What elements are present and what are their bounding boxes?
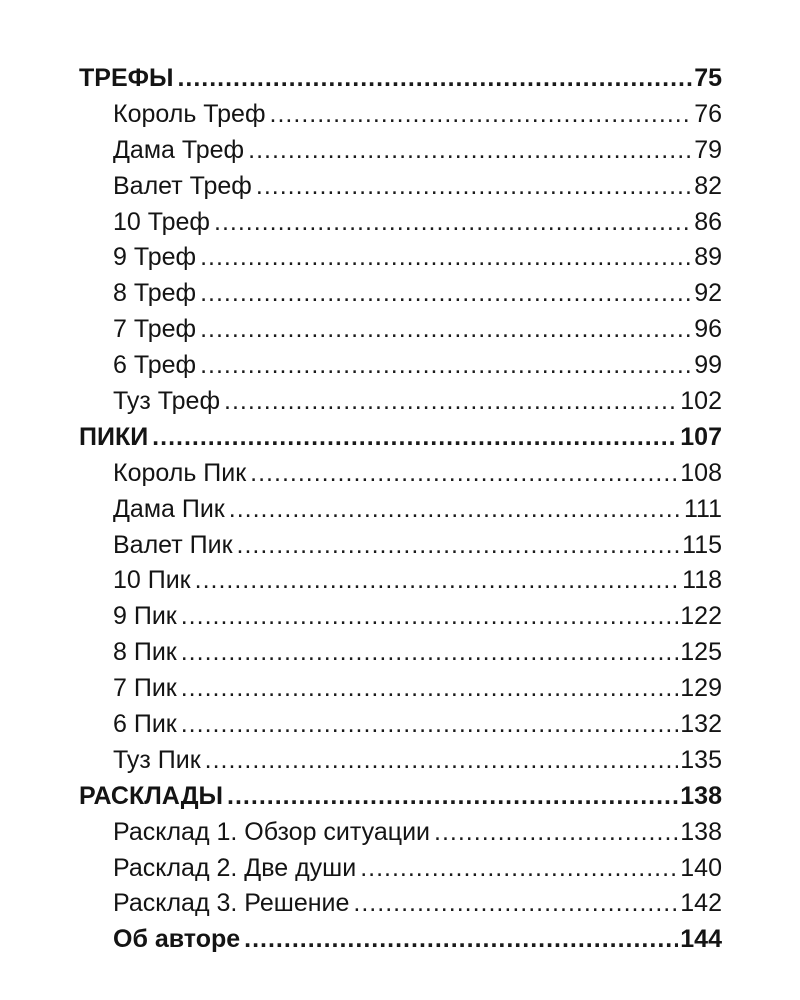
toc-dot-leader (434, 815, 678, 851)
toc-page-number: 132 (680, 710, 722, 739)
toc-dot-leader (181, 707, 679, 743)
toc-dot-leader (200, 348, 692, 384)
toc-subentry (79, 348, 722, 384)
toc-page-number: 96 (694, 315, 722, 344)
toc-page-number: 140 (680, 853, 722, 882)
toc-subentry (79, 528, 722, 564)
toc-subentry (79, 97, 722, 133)
toc-page-number: 89 (694, 243, 722, 272)
toc-entry-title: Расклад 2. Две души (113, 853, 357, 882)
toc-entry-title: 7 Треф (113, 315, 197, 344)
toc-dot-leader (200, 240, 692, 276)
toc-subentry (79, 384, 722, 420)
toc-page-number: 86 (694, 207, 722, 236)
toc-dot-leader (181, 671, 679, 707)
toc-section-entry (79, 420, 722, 456)
toc-subentry (79, 563, 722, 599)
toc-subentry (79, 851, 722, 887)
toc-page-number: 76 (694, 99, 722, 128)
toc-entry-title: Туз Пик (113, 745, 201, 774)
toc-entry-title: РАСКЛАДЫ (79, 781, 224, 810)
toc-entry-title: Туз Треф (113, 387, 221, 416)
toc-page-number: 92 (694, 279, 722, 308)
toc-dot-leader (248, 133, 692, 169)
toc-dot-leader (200, 276, 692, 312)
toc-page-number: 129 (680, 674, 722, 703)
toc-subentry (79, 133, 722, 169)
toc-subentry (79, 635, 722, 671)
toc-page-number: 111 (683, 494, 722, 523)
toc-entry-title: ПИКИ (79, 422, 149, 451)
toc-dot-leader (360, 851, 678, 887)
toc-entry-title: 8 Пик (113, 638, 177, 667)
toc-subentry (79, 922, 722, 958)
toc-dot-leader (214, 205, 692, 241)
toc-dot-leader (353, 886, 678, 922)
toc-subentry (79, 743, 722, 779)
toc-dot-leader (195, 563, 681, 599)
toc-page-number: 118 (682, 566, 722, 595)
toc-subentry (79, 205, 722, 241)
toc-entry-title: 10 Треф (113, 207, 210, 236)
toc-subentry (79, 492, 722, 528)
toc-dot-leader (237, 528, 681, 564)
toc-dot-leader (256, 169, 692, 205)
toc-entry-title: Расклад 3. Решение (113, 889, 350, 918)
toc-subentry (79, 815, 722, 851)
toc-dot-leader (227, 779, 678, 815)
toc-entry-title: Валет Треф (113, 171, 252, 200)
toc-entry-title: ТРЕФЫ (79, 64, 174, 92)
toc-dot-leader (224, 384, 678, 420)
toc-entry-title: Об авторе (113, 925, 241, 954)
toc-entry-title: Расклад 1. Обзор ситуации (113, 817, 431, 846)
toc-entry-title: Король Треф (113, 99, 266, 128)
toc-subentry (79, 276, 722, 312)
toc-subentry (79, 169, 722, 205)
toc-subentry (79, 456, 722, 492)
toc-page-number: 99 (694, 351, 722, 380)
toc-page-number: 82 (694, 171, 722, 200)
toc-entry-title: 7 Пик (113, 674, 177, 703)
toc-dot-leader (181, 635, 679, 671)
toc-page-number: 122 (680, 602, 722, 631)
toc-dot-leader (152, 420, 678, 456)
toc-page-number: 75 (694, 64, 722, 92)
toc-dot-leader (181, 599, 679, 635)
toc-page-number: 79 (694, 135, 722, 164)
toc-subentry (79, 599, 722, 635)
toc-entry-title: 10 Пик (113, 566, 191, 595)
toc-section-entry (79, 61, 722, 97)
toc-section-entry (79, 779, 722, 815)
toc-subentry (79, 886, 722, 922)
toc-page-number: 138 (680, 781, 722, 810)
toc-page-number: 102 (680, 387, 722, 416)
toc-page-number: 144 (680, 925, 722, 954)
toc-page-number: 138 (680, 817, 722, 846)
toc-entry-title: 8 Треф (113, 279, 197, 308)
toc-page-number: 135 (680, 745, 722, 774)
toc-page-number: 125 (680, 638, 722, 667)
toc-dot-leader (250, 456, 678, 492)
toc-page-number: 107 (680, 422, 722, 451)
toc-page-number: 115 (682, 530, 722, 559)
toc-subentry (79, 312, 722, 348)
toc-dot-leader (229, 492, 682, 528)
toc-subentry (79, 671, 722, 707)
toc-dot-leader (200, 312, 692, 348)
toc-page-number: 142 (680, 889, 722, 918)
toc-entry-title: Дама Треф (113, 135, 245, 164)
toc-dot-leader (270, 97, 693, 133)
toc-subentry (79, 707, 722, 743)
toc-entry-title: Король Пик (113, 458, 247, 487)
toc-dot-leader (177, 61, 692, 97)
toc-dot-leader (244, 922, 678, 958)
toc-page-number: 108 (680, 458, 722, 487)
toc-entry-title: 6 Пик (113, 710, 177, 739)
toc-entry-title: 9 Треф (113, 243, 197, 272)
toc-entry-title: 6 Треф (113, 351, 197, 380)
toc-dot-leader (205, 743, 679, 779)
toc-entry-title: Дама Пик (113, 494, 225, 523)
table-of-contents (79, 61, 722, 958)
toc-entry-title: 9 Пик (113, 602, 177, 631)
toc-subentry (79, 240, 722, 276)
toc-entry-title: Валет Пик (113, 530, 233, 559)
